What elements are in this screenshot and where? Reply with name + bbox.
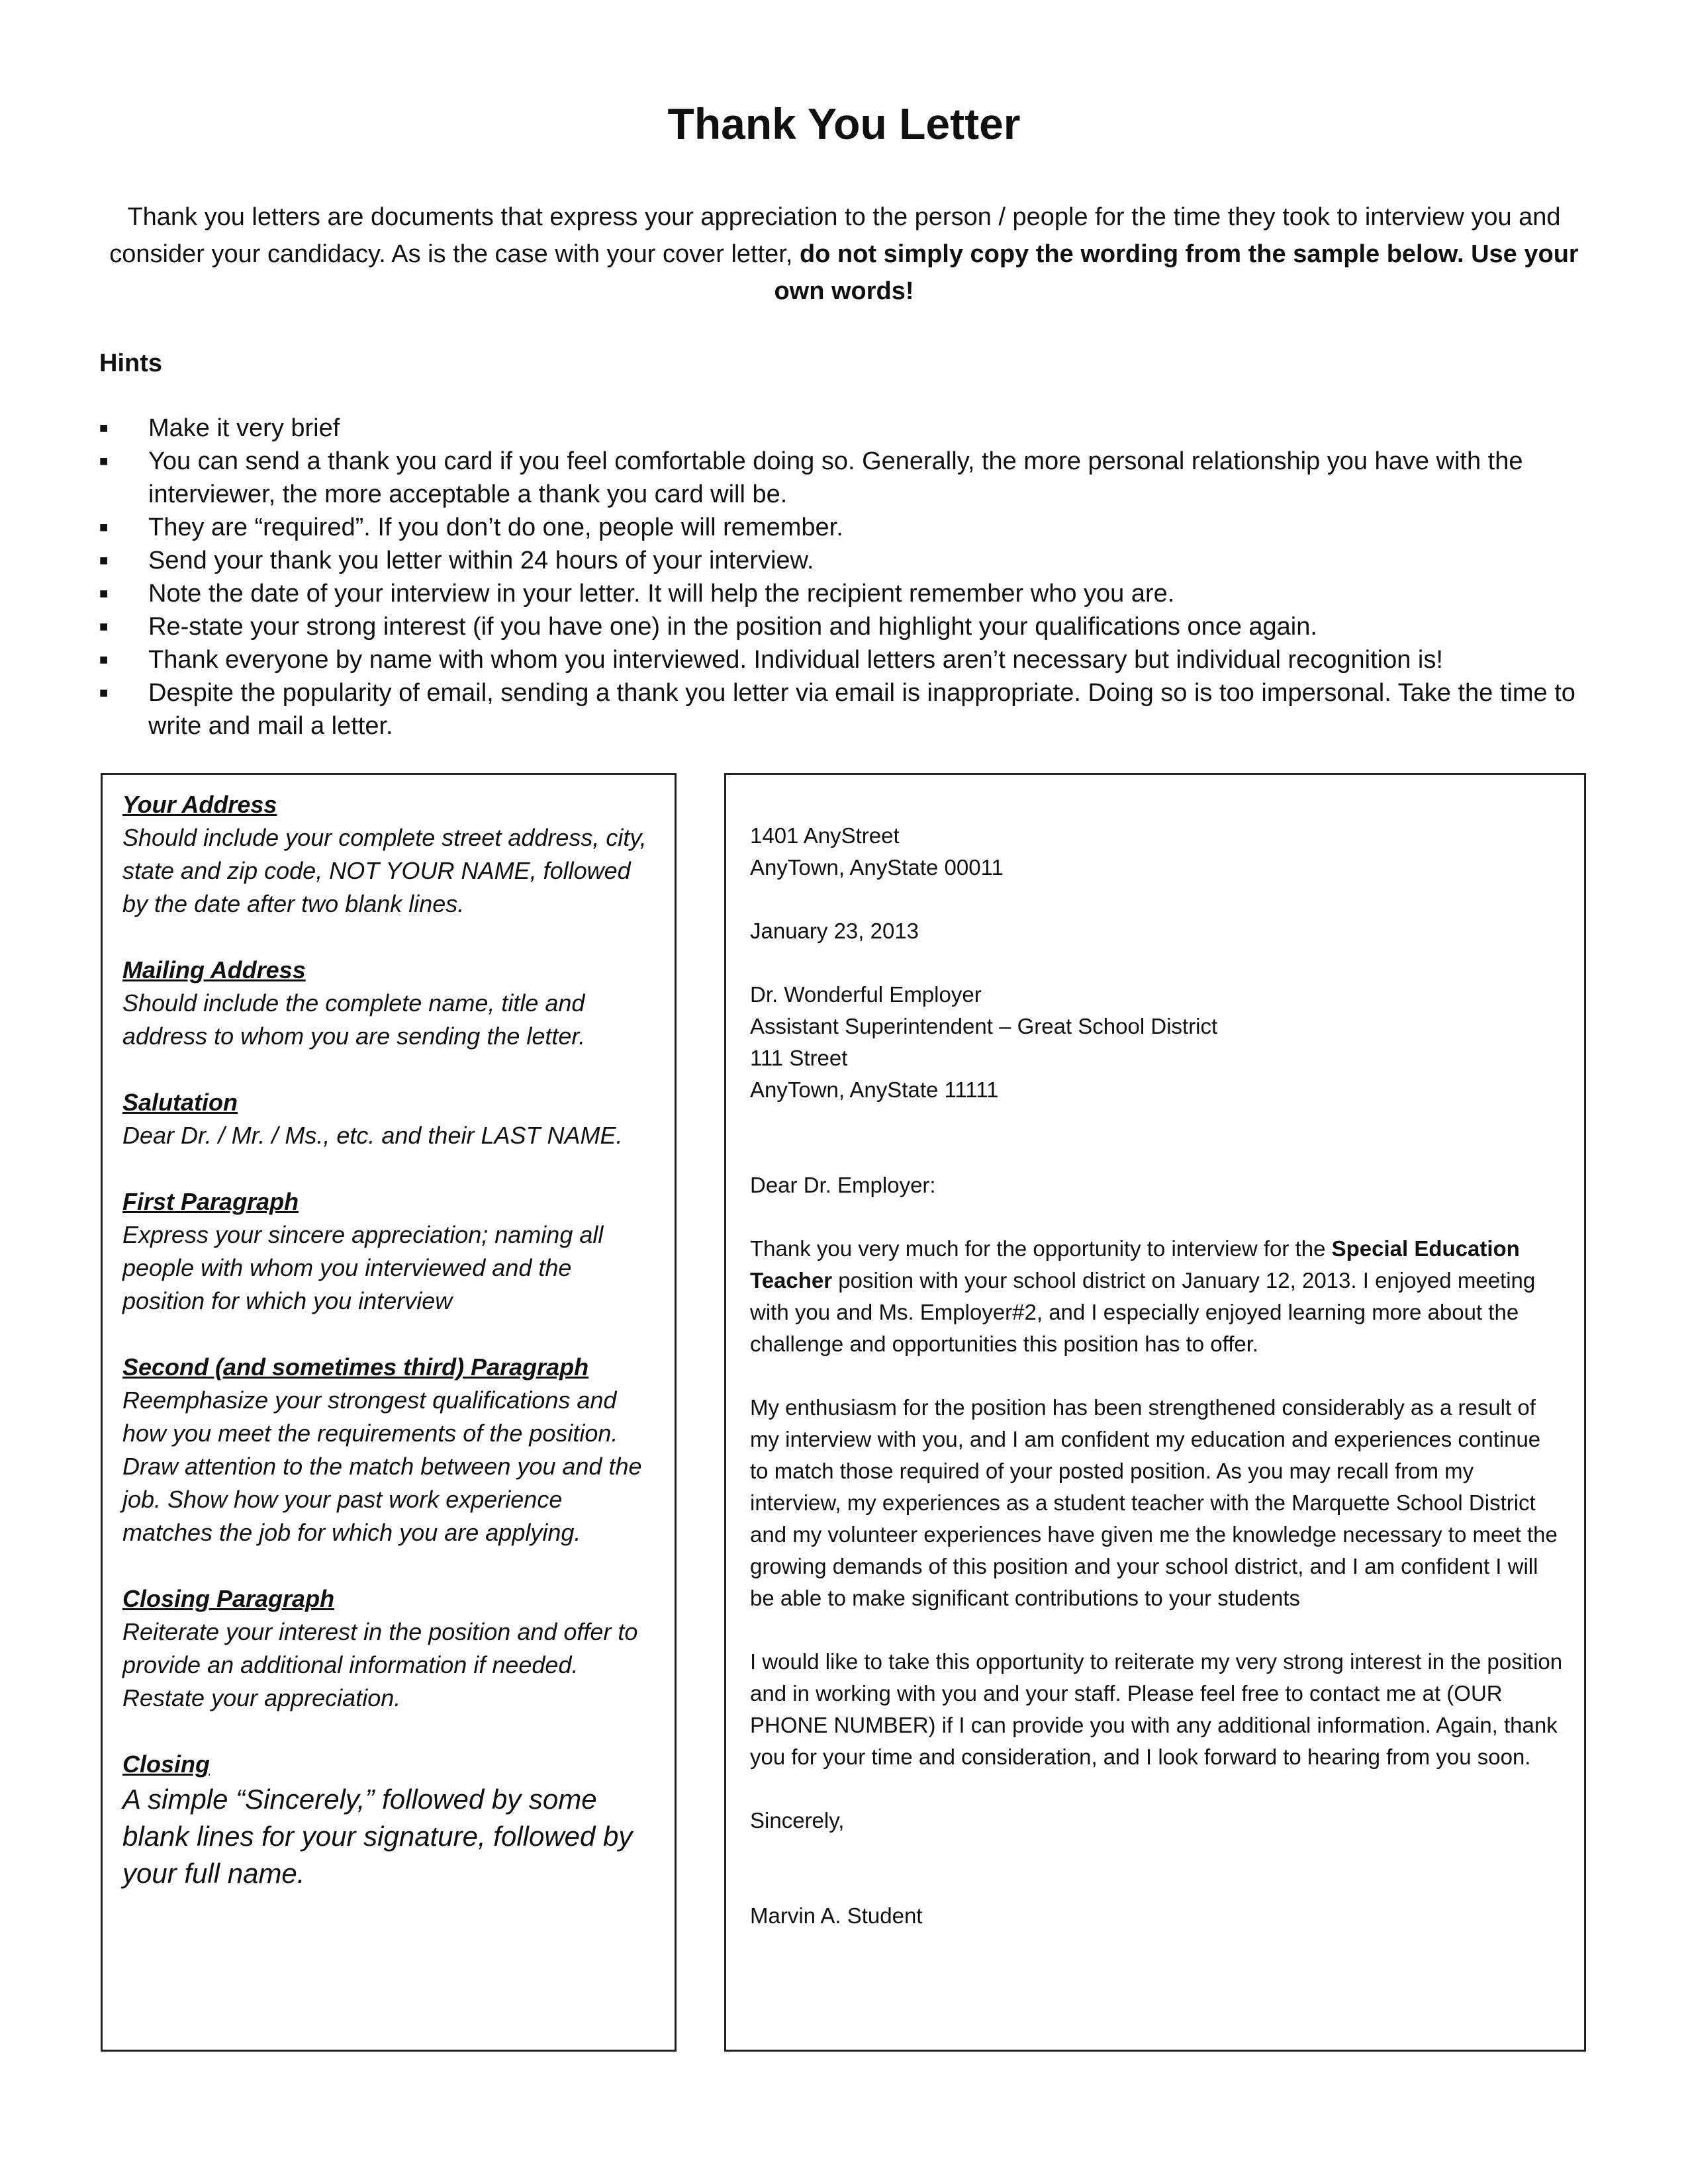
p1-position-name: Special Education Teacher	[750, 1236, 1520, 1293]
hint-text: Re-state your strong interest (if you have one) in the position and highlight your qualifications once again.	[148, 613, 1317, 641]
hint-text: You can send a thank you card if you feel comfortable doing so. Generally, the more personal relationship you have with the interviewer, the more acceptable a thank you card will be.	[148, 447, 1523, 508]
letter-signature: Marvin A. Student	[750, 1903, 923, 1928]
hint-text: Thank everyone by name with whom you interviewed. Individual letters aren’t necessary but individual recognition is!	[148, 646, 1443, 674]
hint-item	[99, 676, 1582, 743]
recipient-name: Dr. Wonderful Employer	[750, 982, 982, 1007]
guide-section-title: Mailing Address	[122, 956, 306, 983]
guide-section-closing	[122, 1748, 655, 1892]
recipient-title: Assistant Superintendent – Great School District	[750, 1014, 1218, 1038]
hint-text: Make it very brief	[148, 414, 340, 442]
intro-paragraph	[106, 199, 1582, 310]
hint-text: Send your thank you letter within 24 hours of your interview.	[148, 547, 814, 574]
guide-section-your-address	[122, 788, 655, 921]
guide-section-title: Closing	[122, 1751, 210, 1778]
recipient-address	[750, 979, 1564, 1106]
letter-paragraph-1	[750, 1233, 1564, 1360]
guide-section-title: First Paragraph	[122, 1188, 299, 1215]
guide-section-body: Reiterate your interest in the position and offer to provide an additional information if needed. Restate your appreciation.	[122, 1618, 638, 1711]
bullet-icon: ■	[99, 585, 109, 602]
hint-item	[99, 445, 1582, 511]
hint-item	[99, 577, 1582, 610]
recipient-street: 111 Street	[750, 1046, 848, 1070]
recipient-city: AnyTown, AnyState 11111	[750, 1077, 999, 1102]
hints-list	[99, 412, 1582, 743]
bullet-icon: ■	[99, 684, 109, 701]
p1-end: position with your school district on January 12, 2013. I enjoyed meeting with you and Ms. Employer#2, and I especially enjoyed learning more about the challenge and opportunities this position has to offer.	[750, 1268, 1536, 1356]
guide-section-body: A simple “Sincerely,” followed by some blank lines for your signature, followed by your full name.	[122, 1784, 633, 1889]
guide-section-title: Closing Paragraph	[122, 1585, 335, 1612]
sender-street: 1401 AnyStreet	[750, 823, 900, 848]
sender-city: AnyTown, AnyState 00011	[750, 855, 1004, 880]
bullet-icon: ■	[99, 453, 109, 469]
letter-paragraph-3: I would like to take this opportunity to reiterate my very strong interest in the position and in working with you and your staff. Please feel free to contact me at (OUR PHONE NUMBER) if I can provide you with any additional information. Again, thank you for your time and consideration, and I look forward to hearing from you soon.	[750, 1649, 1563, 1769]
sample-letter-box	[724, 773, 1586, 2052]
bullet-icon: ■	[99, 519, 109, 535]
hint-item	[99, 511, 1582, 544]
hint-text: Despite the popularity of email, sending a thank you letter via email is inappropriate. Doing so is too impersonal. Take the time to write and mail a letter.	[148, 679, 1575, 740]
letter-salutation: Dear Dr. Employer:	[750, 1173, 936, 1197]
guide-section-title: Second (and sometimes third) Paragraph	[122, 1353, 589, 1381]
guide-section-closing-paragraph	[122, 1582, 655, 1715]
hint-item	[99, 412, 1582, 445]
intro-text: Thank you letters are documents that express your appreciation to the person / people for the time they took to interview you and consider your candidacy. As is the case with your cover letter,	[109, 203, 1561, 268]
hint-text: Note the date of your interview in your letter. It will help the recipient remember who you are.	[148, 580, 1175, 608]
guide-section-mailing-address	[122, 954, 655, 1053]
letter-closing: Sincerely,	[750, 1808, 845, 1833]
hints-heading: Hints	[99, 349, 162, 377]
guide-section-first-paragraph	[122, 1185, 655, 1318]
guide-section-title: Your Address	[122, 791, 277, 818]
guide-section-second-paragraph	[122, 1351, 655, 1549]
bullet-icon: ■	[99, 552, 109, 569]
sender-address	[750, 820, 1564, 884]
letter-paragraph-2: My enthusiasm for the position has been strengthened considerably as a result of my interview with you, and I am confident my education and experiences continue to match those required of your posted position. As you may recall from my interview, my experiences as a student teacher with the Marquette School District and my volunteer experiences have given me the knowledge necessary to meet the growing demands of this position and your school district, and I am confident I will be able to make significant contributions to your students	[750, 1395, 1558, 1610]
letter-date: January 23, 2013	[750, 919, 919, 943]
page-title: Thank You Letter	[667, 99, 1021, 148]
hint-text: They are “required”. If you don’t do one, people will remember.	[148, 514, 843, 541]
bullet-icon: ■	[99, 420, 109, 436]
guide-section-body: Should include the complete name, title and address to whom you are sending the letter.	[122, 989, 586, 1050]
guide-section-body: Reemphasize your strongest qualifications and how you meet the requirements of the position. Draw attention to the match between you and the job. Show how your past work experience matches the job for which you are applying.	[122, 1387, 642, 1546]
guide-section-salutation	[122, 1086, 655, 1152]
p1-start: Thank you very much for the opportunity to interview for the	[750, 1236, 1332, 1261]
guide-section-body: Should include your complete street address, city, state and zip code, NOT YOUR NAME, followed by the date after two blank lines.	[122, 824, 647, 917]
hint-item	[99, 610, 1582, 643]
hint-item	[99, 643, 1582, 676]
intro-bold-text: do not simply copy the wording from the sample below. Use your own words!	[774, 240, 1579, 305]
letter-guide-box	[101, 773, 677, 2052]
signature-space	[750, 1837, 1564, 1900]
guide-section-body: Dear Dr. / Mr. / Ms., etc. and their LAST NAME.	[122, 1122, 623, 1149]
bullet-icon: ■	[99, 651, 109, 668]
bullet-icon: ■	[99, 618, 109, 635]
guide-section-title: Salutation	[122, 1089, 238, 1116]
hint-item	[99, 544, 1582, 577]
guide-section-body: Express your sincere appreciation; naming all people with whom you interviewed and the position for which you interview	[122, 1221, 604, 1314]
